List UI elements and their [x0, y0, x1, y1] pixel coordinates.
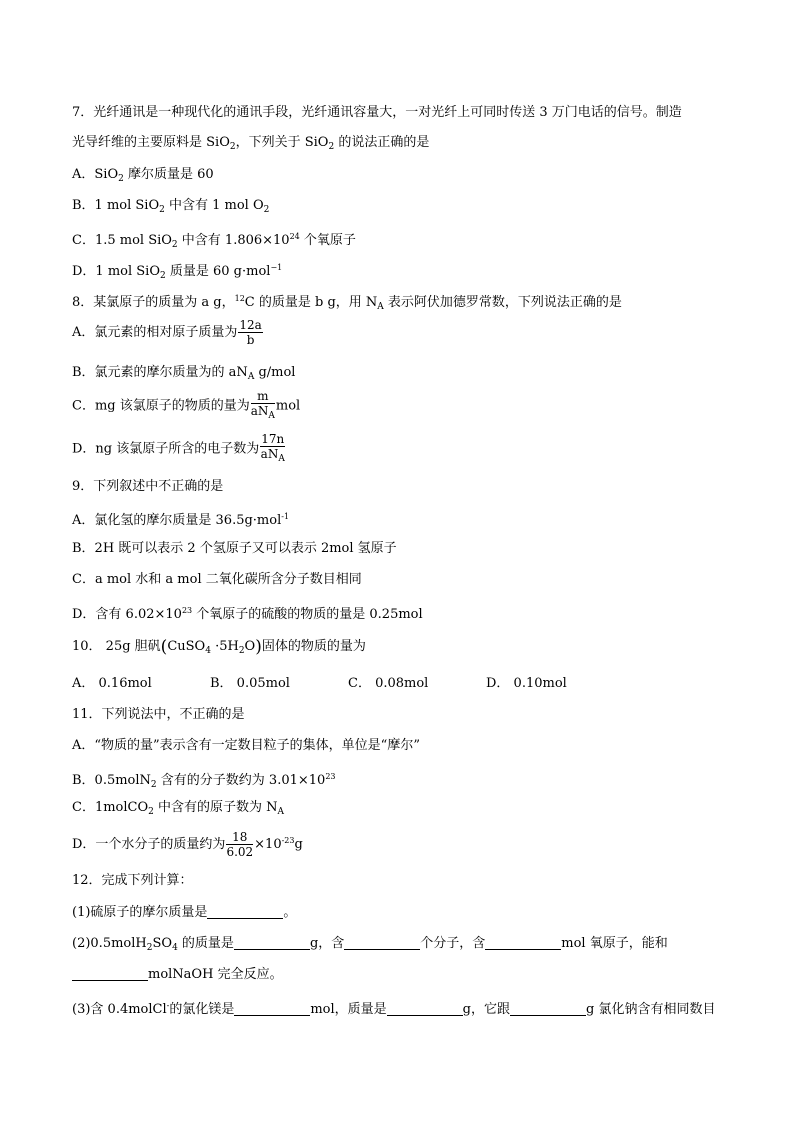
answer-blank[interactable]	[485, 935, 561, 950]
q11-b-mid: 含有的分子数约为 3.01×10	[156, 773, 326, 788]
q12-p2-mid2: g，含	[309, 936, 345, 951]
q9-stem-text: 9．下列叙述中不正确的是	[72, 479, 224, 494]
q8-c-fraction	[251, 389, 275, 423]
q10-option-c: C． 0.08mol	[348, 676, 429, 691]
q11-b-pre: B．0.5molN	[72, 773, 151, 788]
q9-option-a	[72, 508, 289, 530]
q8-a-den: b	[246, 333, 255, 347]
q11-option-b	[72, 768, 336, 794]
answer-blank[interactable]	[72, 966, 148, 981]
q12-p3-sup: -	[166, 1001, 170, 1010]
q11-d-den: 6.02	[226, 845, 254, 859]
q10-formula-c: O	[244, 639, 256, 654]
q12-p2-mid1: 的质量是	[177, 936, 234, 951]
q7-option-c	[72, 228, 356, 254]
q7-stem-line1	[72, 104, 682, 122]
q7-c-sub: 2	[171, 240, 178, 250]
q12-p3-mid1: 的氯化镁是	[169, 1002, 235, 1017]
q8-c-pre: C．mg 该氯原子的物质的量为	[72, 398, 250, 414]
q8-d-den	[260, 447, 285, 466]
q7-sub: 2	[328, 142, 335, 152]
q10-stem-post: 固体的物质的量为	[261, 639, 366, 654]
q7-c-post: 个氧原子	[299, 233, 356, 248]
q11-c-sub2: A	[277, 807, 285, 817]
q7-c-mid: 中含有 1.806×10	[177, 233, 290, 248]
q11-option-a	[72, 737, 420, 755]
answer-blank[interactable]	[207, 904, 283, 919]
q11-d-fraction	[226, 830, 253, 859]
answer-blank[interactable]	[234, 935, 310, 950]
q10-option-d: D． 0.10mol	[486, 676, 567, 691]
q12-p3-mid2: mol，质量是	[310, 1002, 387, 1017]
q12-p2-mid3: 个分子，含	[420, 936, 486, 951]
q11-d-sup: -23	[281, 836, 295, 845]
q7-c-pre: C．1.5 mol SiO	[72, 233, 172, 248]
q11-option-c	[72, 799, 284, 821]
q12-stem-text: 12．完成下列计算：	[72, 873, 193, 888]
q11-d-pre: D．一个水分子的质量约为	[72, 837, 226, 852]
q11-b-sup: 23	[325, 772, 336, 781]
q7-d-sup: −1	[270, 263, 283, 272]
q8-stem	[72, 290, 622, 316]
q11-stem-text: 11．下列说法中，不正确的是	[72, 707, 245, 722]
q8-d-fraction	[260, 432, 285, 466]
answer-blank[interactable]	[344, 935, 420, 950]
q11-a-text: A．“物质的量”表示含有一定数目粒子的集体，单位是“摩尔”	[72, 738, 420, 753]
q7-stem-text1: 7．光纤通讯是一种现代化的通讯手段，光纤通讯容量大，一对光纤上可同时传送 3 万门电话的信号。制造	[72, 105, 682, 120]
q11-c-pre: C．1molCO	[72, 800, 149, 815]
q7-b-mid: 中含有 1 mol O	[164, 198, 264, 213]
q8-d-pre: D．ng 该氯原子所含的电子数为	[72, 441, 260, 457]
q7-a-post: 摩尔质量是 60	[123, 167, 214, 182]
q7-a-sub: 2	[118, 174, 124, 184]
q8-a-fraction	[238, 318, 262, 347]
q12-p3-mid3: g，它跟	[462, 1002, 510, 1017]
q7-b-sub: 2	[159, 205, 165, 215]
q11-b-sub: 2	[150, 780, 157, 790]
q8-d-num: 17n	[261, 432, 285, 446]
q9-a-pre: A．氯化氢的摩尔质量是 36.5g·mol	[72, 513, 282, 528]
q9-d-pre: D．含有 6.02×10	[72, 607, 182, 622]
q12-p2b-post: molNaOH 完全反应。	[148, 967, 283, 982]
q7-stem-text2c: 的说法正确的是	[334, 135, 430, 150]
answer-blank[interactable]	[234, 1001, 310, 1016]
q9-option-b	[72, 540, 397, 558]
q11-c-sub: 2	[148, 807, 154, 817]
q12-part2-cont	[72, 966, 283, 984]
answer-blank[interactable]	[387, 1001, 463, 1016]
q8-option-d	[72, 432, 286, 466]
q12-p2-mid4: mol 氧原子，能和	[561, 936, 668, 951]
q8-option-a	[72, 318, 264, 347]
q11-option-d	[72, 830, 303, 859]
q12-p2-pre: (2)0.5molH	[72, 936, 147, 951]
q12-p1-post: 。	[283, 905, 297, 920]
q7-b-pre: B．1 mol SiO	[72, 198, 160, 213]
q8-stem-mid: C 的质量是 b g，用 N	[244, 295, 378, 310]
q7-option-d	[72, 259, 282, 285]
q7-stem-line2	[72, 134, 429, 156]
q12-p1-pre: (1)硫原子的摩尔质量是	[72, 905, 208, 920]
q8-c-num: m	[251, 389, 275, 404]
q8-a-num: 12a	[239, 318, 262, 332]
q10-option-a: A． 0.16mol	[72, 676, 152, 691]
q11-d-post: g	[294, 837, 303, 852]
q10-paren-open: (	[160, 637, 168, 657]
q10-options	[72, 675, 624, 693]
answer-blank[interactable]	[510, 1001, 586, 1016]
q8-stem-sup: 12	[234, 294, 245, 303]
q8-c-post: mol	[275, 398, 301, 414]
q8-a-pre: A．氯元素的相对原子质量为	[72, 325, 238, 340]
q11-c-mid: 中含有的原子数为 N	[153, 800, 278, 815]
q7-d-mid: 质量是 60 g·mol	[165, 264, 271, 279]
q9-d-post: 个氧原子的硫酸的物质的量是 0.25mol	[192, 607, 423, 622]
q9-option-c	[72, 571, 362, 589]
q7-option-b	[72, 197, 269, 219]
q9-a-sup: -1	[281, 512, 290, 521]
q8-option-b	[72, 364, 295, 386]
q10-formula-sub1: 4	[205, 646, 211, 656]
q7-a-pre: A．SiO	[72, 167, 119, 182]
q9-c-text: C．a mol 水和 a mol 二氧化碳所含分子数目相同	[72, 572, 362, 587]
q12-stem	[72, 872, 193, 890]
q8-c-den-text: aN	[250, 404, 269, 418]
q12-part1	[72, 904, 296, 922]
q10-stem	[72, 638, 366, 660]
q8-b-pre: B．氯元素的摩尔质量为的 aN	[72, 365, 248, 380]
q12-p2-mid0: SO	[152, 936, 173, 951]
q8-c-den-sub: A	[268, 411, 275, 421]
q9-d-sup: 23	[181, 606, 193, 615]
q12-part2	[72, 935, 668, 957]
q9-option-d	[72, 602, 423, 624]
q8-d-den-sub: A	[278, 454, 285, 464]
q8-stem-post: 表示阿伏加德罗常数，下列说法正确的是	[383, 295, 622, 310]
q8-c-den	[251, 404, 275, 423]
q10-formula-a: CuSO	[167, 639, 206, 654]
q12-p2-sub1: 2	[146, 943, 153, 953]
q8-option-c	[72, 389, 300, 423]
q10-stem-pre: 10． 25g 胆矾	[72, 639, 161, 654]
q8-stem-pre: 8．某氯原子的质量为 a g，	[72, 295, 235, 310]
q11-d-mid: ×10	[254, 837, 282, 852]
q9-stem	[72, 478, 223, 496]
q12-p3-mid4: g 氯化钠含有相同数目	[586, 1002, 716, 1017]
q8-stem-sub: A	[377, 302, 384, 312]
q7-d-pre: D．1 mol SiO	[72, 264, 160, 279]
q8-d-den-text: aN	[260, 447, 279, 461]
q7-c-sup: 24	[289, 232, 300, 241]
q7-d-sub: 2	[160, 271, 166, 281]
q12-part3	[72, 997, 715, 1019]
q9-b-text: B．2H 既可以表示 2 个氢原子又可以表示 2mol 氢原子	[72, 541, 397, 556]
q12-p3-pre: (3)含 0.4molCl	[72, 1002, 167, 1017]
q7-stem-text2a: 光导纤维的主要原料是 SiO	[72, 135, 230, 150]
q7-stem-text2b: ，下列关于 SiO	[235, 135, 329, 150]
q10-formula-b: ·5H	[210, 639, 239, 654]
q12-p2-sub2: 4	[172, 943, 178, 953]
q8-b-sub: A	[247, 372, 255, 382]
q10-formula-sub2: 2	[238, 646, 245, 656]
q11-stem	[72, 706, 245, 724]
q11-d-num: 18	[226, 830, 253, 845]
q10-option-b: B． 0.05mol	[210, 676, 290, 691]
q10-paren-close: )	[255, 637, 262, 657]
q7-option-a	[72, 166, 214, 188]
q7-b-sub2: 2	[263, 205, 270, 215]
q7-sub: 2	[229, 142, 236, 152]
q8-b-post: g/mol	[254, 365, 296, 380]
